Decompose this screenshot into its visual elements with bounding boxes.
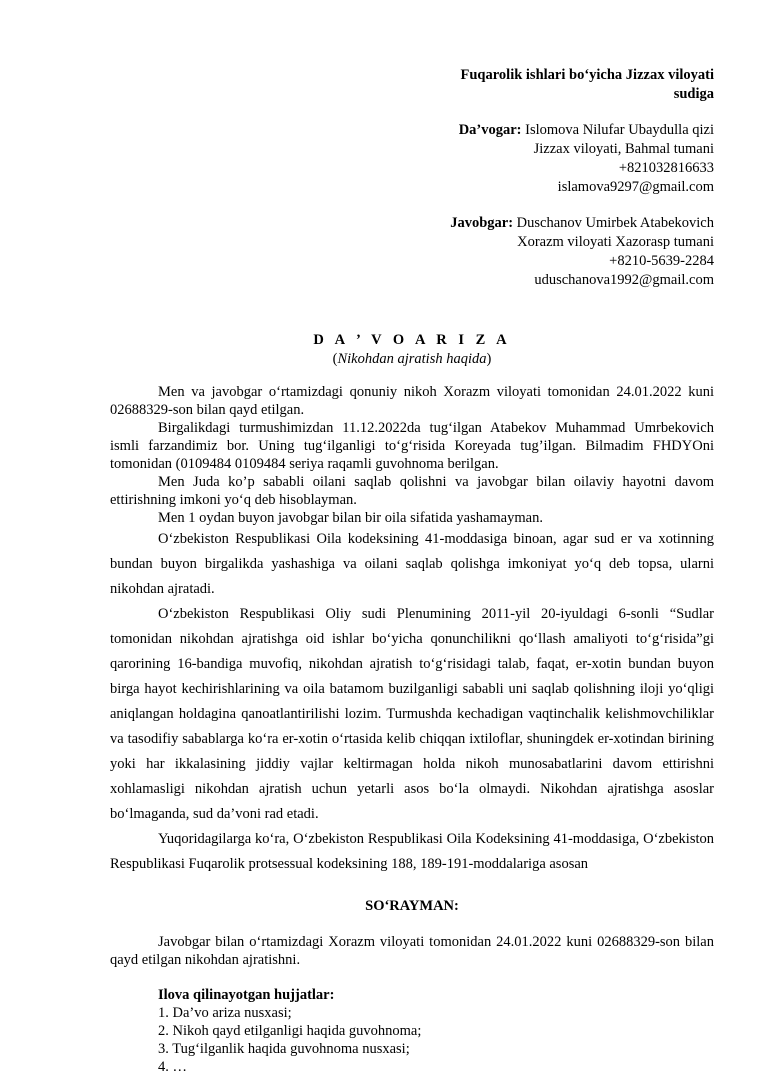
paragraph-4: Men 1 oydan buyon javobgar bilan bir oila sifatida yashamayman.: [158, 510, 543, 526]
document-subtitle: (Nikohdan ajratish haqida): [332, 351, 492, 367]
request-heading: SO‘RAYMAN:: [365, 898, 459, 914]
plaintiff-phone: +821032816633: [618, 160, 714, 176]
request-text: Javobgar bilan o‘rtamizdagi Xorazm viloyati tomonidan 24.01.2022 kuni 02688329-son bilan qayd etilgan nikohdan ajratishni.: [110, 934, 714, 968]
attachment-item: 2. Nikoh qayd etilganligi haqida guvohnoma;: [158, 1023, 422, 1039]
paragraph-3: Men Juda ko’p sababli oilani saqlab qolishni va javobgar bilan oilaviy hayotni davom ettirishning imkoni yo‘q deb hisoblayman.: [110, 474, 714, 508]
court-line-2: sudiga: [673, 86, 714, 102]
attachments-list: [110, 986, 714, 1076]
plaintiff-address: Jizzax viloyati, Bahmal tumani: [533, 141, 714, 157]
document-subtitle-text: Nikohdan ajratish haqida: [337, 351, 487, 367]
document-page: [110, 66, 714, 1076]
document-title: D A ’ V O A R I Z A: [313, 332, 511, 348]
defendant-name-line: [110, 214, 714, 233]
paragraph-6: O‘zbekiston Respublikasi Oliy sudi Plenumining 2011-yil 20-iyuldagi 6-sonli “Sudlar tomonidan nikohdan ajratishga oid ishlar bo‘yicha qonunchilikni qo‘llash amaliyoti to‘g‘risida”gi qarorining 16-bandiga muvofiq, nikohdan ajratish to‘g‘risidagi talab, faqat, er-xotin bundan buyon birga hayot kechirishlarining va oila batamom buzilganligi sababli uni saqlab qolishning iloji yo‘qligi aniqlangan holdagina qanoatlantirilishi lozim. Turmushda kechadigan vaqtinchalik kelishmovchiliklar va tasodifiy sabablarga ko‘ra er-xotin o‘rtasida kelib chiqqan ixtiloflar, shuningdek er-xotindan birining yoki har ikkalasining jiddiy vajlar keltirmagan holda nikoh munosabatlarini davom ettirishni xohlamasligi nikohdan ajratish uchun yetarli asos bo‘la olmaydi. Nikohdan ajratishga asoslar bo‘lmaganda, sud da’voni rad etadi.: [110, 606, 714, 822]
paragraph-1: Men va javobgar o‘rtamizdagi qonuniy nikoh Xorazm viloyati tomonidan 24.01.2022 kuni 02688329-son bilan qayd etilgan.: [110, 384, 714, 418]
court-name: [410, 66, 714, 104]
defendant-phone: +8210-5639-2284: [609, 253, 714, 269]
plaintiff-label: Da’vogar:: [458, 122, 522, 138]
attachment-item: 4. …: [158, 1059, 187, 1075]
attachments-title: Ilova qilinayotgan hujjatlar:: [158, 987, 335, 1003]
plaintiff-name: Islomova Nilufar Ubaydulla qizi: [525, 122, 714, 138]
defendant-address: Xorazm viloyati Xazorasp tumani: [517, 234, 714, 250]
paragraph-2: Birgalikdagi turmushimizdan 11.12.2022da tug‘ilgan Atabekov Muhammad Umrbekovich ismli farzandimiz bor. Uning tug‘ilganligi to‘g‘risida Koreyada tug’ilgan. Bilmadim FHDYOni tomonidan (0109484 0109484 seriya raqamli guvohnoma berilgan.: [110, 420, 714, 472]
plaintiff-email: islamova9297@gmail.com: [557, 179, 714, 195]
paragraph-5: O‘zbekiston Respublikasi Oila kodeksining 41-moddasiga binoan, agar sud er va xotinning bundan buyon birgalikda yashashiga va oilani saqlab qolishga imkoniyat yo‘q deb topsa, ularni nikohdan ajratadi.: [110, 531, 714, 597]
attachment-item: 1. Da’vo ariza nusxasi;: [158, 1005, 292, 1021]
plaintiff-block: [110, 121, 714, 197]
defendant-email: uduschanova1992@gmail.com: [534, 272, 714, 288]
defendant-label: Javobgar:: [450, 215, 514, 231]
defendant-name: Duschanov Umirbek Atabekovich: [516, 215, 714, 231]
attachment-item: 3. Tug‘ilganlik haqida guvohnoma nusxasi;: [158, 1041, 410, 1057]
defendant-block: [110, 214, 714, 290]
court-line-1: Fuqarolik ishlari bo‘yicha Jizzax viloyati: [460, 67, 714, 83]
addressee-block: [110, 66, 714, 290]
paragraph-7: Yuqoridagilarga ko‘ra, O‘zbekiston Respublikasi Oila Kodeksining 41-moddasiga, O‘zbekiston Respublikasi Fuqarolik protsessual kodeksining 188, 189-191-moddalariga asosan: [110, 831, 714, 872]
plaintiff-name-line: [110, 121, 714, 140]
claim-body: [110, 383, 714, 877]
